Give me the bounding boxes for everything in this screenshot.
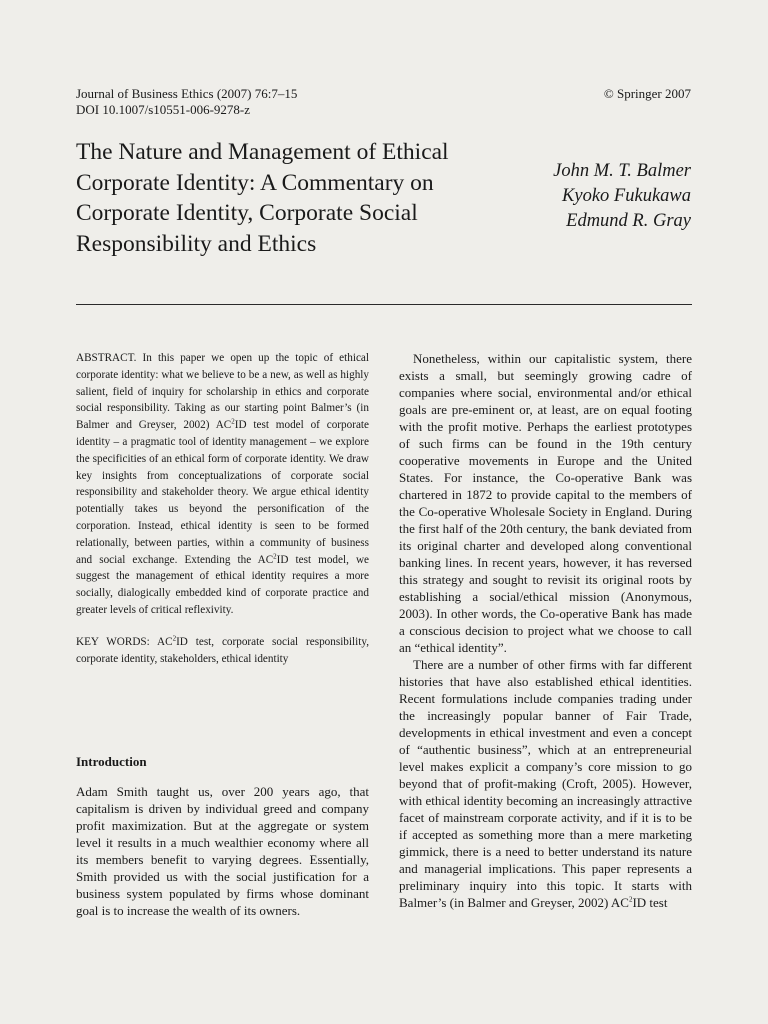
author-name: Kyoko Fukukawa bbox=[562, 186, 691, 206]
title-divider bbox=[76, 304, 692, 305]
author-list bbox=[553, 159, 691, 234]
body-text: ID test bbox=[632, 895, 668, 910]
body-paragraph: Nonetheless, within our capitalistic system, there exists a small, but seemingly growing cadre of companies where social, environmental and/or ethical goals are pre-eminent or, at least, are on equal footing with the profit motive. Perhaps the earliest prototypes of such firms can be found in the 19th century cooperative movements in Europe and the United States. For instance, the Co-operative Bank was chartered in 1872 to provide capital to the members of the Co-operative Wholesale Society in England. During the first half of the 20th century, the bank deviated from its original charter and developed along conventional banking lines. In recent years, however, it has reversed this strategy and sought to revisit its original roots by establishing a social/ethical mission (Anonymous, 2003). In other words, the Co-operative Bank has made a conscious decision to project what we choose to call an “ethical identity”. bbox=[399, 351, 692, 655]
body-paragraph bbox=[399, 656, 692, 911]
article-title: The Nature and Management of Ethical Corporate Identity: A Commentary on Corporate Identity, Corporate Social Responsibility and Ethics bbox=[76, 139, 449, 257]
key-words bbox=[76, 634, 369, 668]
keywords-text: ID test, corporate social responsibility, corporate identity, stakeholders, ethical identity bbox=[76, 635, 369, 665]
introduction-paragraph: Adam Smith taught us, over 200 years ago, that capitalism is driven by individual greed and company profit maximization. But at the aggregate or system level it results in a much wealthier economy where all its members benefit to varying degrees. Essentially, Smith provided us with the social justification for a business system populated by firms whose dominant goal is to increase the wealth of its owners. bbox=[76, 784, 369, 918]
body-text: There are a number of other firms with far different histories that have also established ethical identities. Recent formulations include companies trading under the increasingly popular banner of Fair Trade, developments in ethical investment and even a concept of “authentic business”, which at an entrepreneurial level makes explicit a company’s core mission to go beyond that of profit-making (Croft, 2005). However, with ethical identity becoming an increasingly attractive facet of mainstream corporate activity, and if it is to be if accepted as something more than a mere marketing gimmick, there is a need to better understand its nature and managerial implications. This paper represents a preliminary inquiry into this topic. It starts with Balmer’s (in Balmer and Greyser, 2002) AC bbox=[399, 657, 692, 910]
superscript: 2 bbox=[273, 551, 277, 560]
superscript: 2 bbox=[231, 417, 235, 426]
abstract-text: ID test model, we suggest the management of ethical identity requires a more socially, dialogically embedded kind of corporate practice and greater levels of critical reflexivity. bbox=[76, 553, 369, 616]
abstract-text: ABSTRACT. In this paper we open up the topic of ethical corporate identity: what we believe to be a new, as well as highly salient, field of inquiry for scholarship in ethics and corporate social responsibility. Taking as our starting point Balmer’s (in Balmer and Greyser, 2002) AC bbox=[76, 352, 369, 432]
section-heading-introduction: Introduction bbox=[76, 754, 147, 769]
superscript: 2 bbox=[172, 634, 177, 643]
author-name: John M. T. Balmer bbox=[553, 161, 691, 181]
abstract-text: ID test model of corporate identity – a pragmatic tool of identity management – we explore the specificities of an ethical form of corporate identity. We draw key insights from conceptualizations of corporate social responsibility and stakeholder theory. We argue ethical identity potentially takes us beyond the personification of the corporation. Instead, ethical identity is seen to be formed relationally, between parties, within a community of business and social exchange. Extending the AC bbox=[76, 419, 369, 566]
author-name: Edmund R. Gray bbox=[566, 211, 691, 231]
doi: DOI 10.1007/s10551-006-9278-z bbox=[76, 102, 251, 117]
copyright-notice: © Springer 2007 bbox=[603, 86, 691, 101]
superscript: 2 bbox=[628, 895, 633, 904]
keywords-label: KEY WORDS: AC bbox=[76, 635, 173, 648]
journal-header bbox=[76, 86, 297, 118]
abstract bbox=[76, 350, 369, 619]
left-column bbox=[76, 350, 369, 918]
journal-citation: Journal of Business Ethics (2007) 76:7–15 bbox=[76, 86, 298, 101]
right-column bbox=[399, 350, 692, 911]
